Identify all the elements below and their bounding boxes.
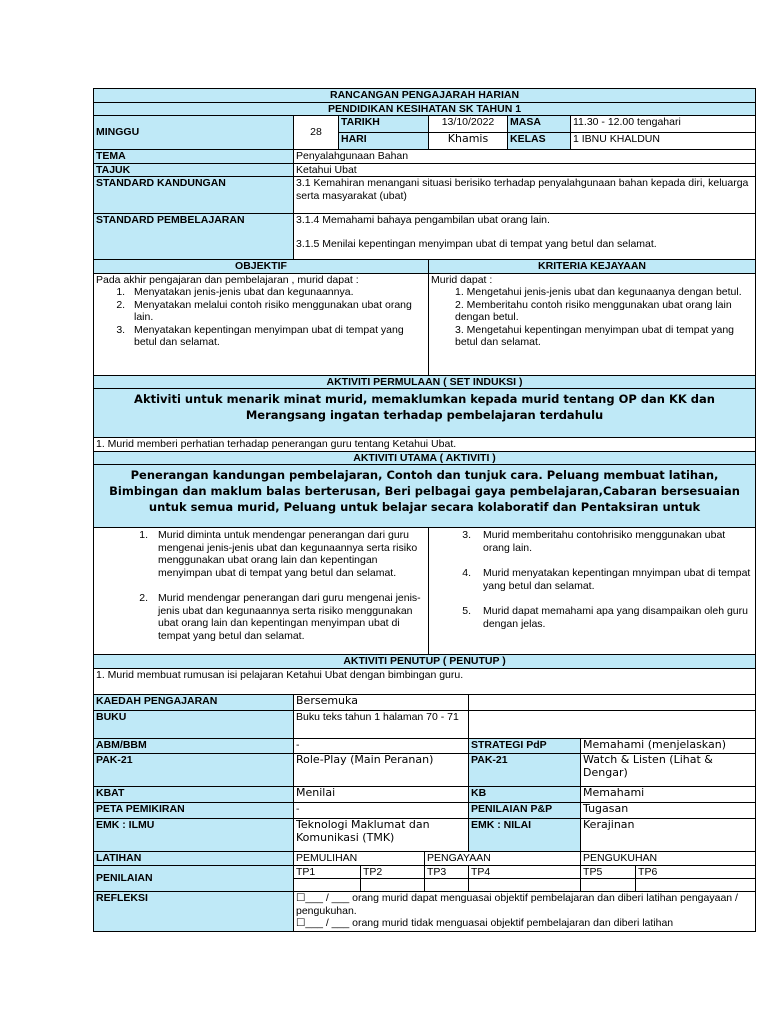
kaedah-value: Bersemuka — [294, 695, 469, 711]
sk-label: STANDARD KANDUNGAN — [94, 177, 294, 214]
strategi-value: Memahami (menjelaskan) — [581, 739, 756, 754]
pak21b-label: PAK-21 — [469, 754, 581, 787]
objektif-item: 1. Menyatakan jenis-jenis ubat dan kegunaannya. — [128, 286, 426, 299]
emk-nilai-label: EMK : NILAI — [469, 819, 581, 852]
abm-value: - — [294, 739, 469, 754]
tarikh-value: 13/10/2022 — [429, 116, 508, 133]
permulaan-heading: AKTIVITI PERMULAAN ( SET INDUKSI ) — [94, 375, 756, 389]
utama-desc: Penerangan kandungan pembelajaran, Contoh dan tunjuk cara. Peluang membuat latihan, Bimbingan dan maklum balas berterusan, Beri pelbagai gaya pembelajaran,Cabaran bersesuaian untuk semua murid, Peluang untuk belajar secara kolaboratif dan Pentaksiran untuk — [94, 465, 756, 528]
kaedah-label: KAEDAH PENGAJARAN — [94, 695, 294, 711]
objektif-item: 2. Menyatakan melalui contoh risiko menggunakan ubat orang lain. — [128, 299, 426, 324]
kriteria-body — [429, 273, 756, 375]
latihan-pengayaan: PENGAYAAN — [425, 852, 581, 865]
sk-value: 3.1 Kemahiran menangani situasi berisiko terhadap penyalahgunaan bahan kepada diri, keluarga serta masyarakat (ubat) — [294, 177, 756, 214]
tajuk-value: Ketahui Ubat — [294, 163, 756, 177]
sp-value — [294, 214, 756, 260]
kriteria-item: 2. Memberitahu contoh risiko menggunakan ubat orang lain dengan betul. — [455, 298, 732, 323]
tp6-cell: TP6 — [636, 865, 756, 879]
objektif-heading: OBJEKTIF — [94, 260, 429, 274]
lesson-plan-table — [93, 88, 756, 695]
kriteria-intro: Murid dapat : — [431, 273, 493, 286]
latihan-label: LATIHAN — [94, 852, 294, 865]
plan-subtitle: PENDIDIKAN KESIHATAN SK TAHUN 1 — [94, 102, 756, 116]
utama-left-activities — [94, 528, 429, 655]
tajuk-label: TAJUK — [94, 163, 294, 177]
objektif-body — [94, 273, 429, 375]
kbat-label: KBAT — [94, 787, 294, 803]
kriteria-heading: KRITERIA KEJAYAAN — [429, 260, 756, 274]
permulaan-desc: Aktiviti untuk menarik minat murid, memaklumkan kepada murid tentang OP dan KK dan Merangsang ingatan terhadap pembelajaran terdahulu — [94, 389, 756, 438]
sp-item-2: 3.1.5 Menilai kepentingan menyimpan ubat di tempat yang betul dan selamat. — [296, 237, 657, 250]
hari-label: HARI — [339, 133, 429, 150]
hari-value: Khamis — [429, 133, 508, 150]
objektif-list — [96, 286, 426, 349]
lesson-plan-document — [93, 88, 755, 932]
masa-value: 11.30 - 12.00 tengahari — [571, 116, 756, 133]
pak21-value: Role-Play (Main Peranan) — [294, 754, 469, 787]
emk-ilmu-label: EMK : ILMU — [94, 819, 294, 852]
pak21-label: PAK-21 — [94, 754, 294, 787]
penutup-heading: AKTIVITI PENUTUP ( PENUTUP ) — [94, 655, 756, 669]
refleksi-label: REFLEKSI — [94, 892, 294, 932]
utama-heading: AKTIVITI UTAMA ( AKTIVITI ) — [94, 451, 756, 465]
assessment-table — [93, 852, 756, 932]
strategi-label: STRATEGI PdP — [469, 739, 581, 754]
utama-right-activities — [429, 528, 756, 655]
kbat-value: Menilai — [294, 787, 469, 803]
tp3-cell: TP3 — [425, 865, 469, 879]
objektif-intro: Pada akhir pengajaran dan pembelajaran , murid dapat : — [96, 273, 359, 286]
details-table — [93, 695, 756, 853]
utama-activity: 3. Murid memberitahu contohrisiko menggunakan ubat orang lain. — [462, 529, 726, 554]
utama-activity: 1. Murid diminta untuk mendengar penerangan dari guru mengenai jenis-jenis ubat dan kegunaannya serta risiko menggunakan ubat orang lain dan kepentingan menyimpan ubat di tempat yang betul dan selamat. — [139, 529, 418, 579]
tarikh-label: TARIKH — [339, 116, 429, 133]
sp-item-1: 3.1.4 Memahami bahaya pengambilan ubat orang lain. — [296, 214, 550, 226]
latihan-pengukuhan: PENGUKUHAN — [581, 852, 756, 865]
minggu-value: 28 — [294, 116, 339, 150]
emk-ilmu-value: Teknologi Maklumat dan Komunikasi (TMK) — [294, 819, 469, 852]
utama-activity: 4. Murid menyatakan kepentingan mnyimpan ubat di tempat yang betul dan selamat. — [462, 567, 751, 592]
buku-value: Buku teks tahun 1 halaman 70 - 71 — [294, 711, 469, 739]
penutup-item: 1. Murid membuat rumusan isi pelajaran Ketahui Ubat dengan bimbingan guru. — [94, 668, 756, 694]
kb-value: Memahami — [581, 787, 756, 803]
buku-label: BUKU — [94, 711, 294, 739]
minggu-label: MINGGU — [94, 116, 294, 150]
refleksi-line-2[interactable]: ☐___ / ___ orang murid tidak menguasai objektif pembelajaran dan diberi latihan — [296, 917, 674, 929]
permulaan-item: 1. Murid memberi perhatian terhadap penerangan guru tentang Ketahui Ubat. — [94, 438, 756, 452]
refleksi-body — [294, 892, 756, 932]
objektif-item: 3. Menyatakan kepentingan menyimpan ubat di tempat yang betul dan selamat. — [128, 324, 426, 349]
peta-label: PETA PEMIKIRAN — [94, 803, 294, 819]
kelas-label: KELAS — [508, 133, 571, 150]
kb-label: KB — [469, 787, 581, 803]
sp-label: STANDARD PEMBELAJARAN — [94, 214, 294, 260]
masa-label: MASA — [508, 116, 571, 133]
tp2-cell: TP2 — [361, 865, 425, 879]
tp4-cell: TP4 — [469, 865, 581, 879]
kriteria-item: 1. Mengetahui jenis-jenis ubat dan kegunaanya dengan betul. — [455, 286, 742, 298]
utama-activity: 2. Murid mendengar penerangan dari guru mengenai jenis-jenis ubat dan kegunaannya serta risiko menggunakan ubat orang lain dan kepentingan menyimpan ubat di tempat yang betul dan selamat. — [139, 592, 421, 642]
refleksi-line-1[interactable]: ☐___ / ___ orang murid dapat menguasai objektif pembelajaran dan diberi latihan pengayaan / pengukuhan. — [296, 892, 738, 917]
tp1-cell: TP1 — [294, 865, 361, 879]
abm-label: ABM/BBM — [94, 739, 294, 754]
tema-label: TEMA — [94, 150, 294, 164]
latihan-pemulihan: PEMULIHAN — [294, 852, 425, 865]
penilaian-label: PENILAIAN — [94, 865, 294, 892]
peta-value: - — [294, 803, 469, 819]
pak21b-value: Watch & Listen (Lihat & Dengar) — [581, 754, 756, 787]
emk-nilai-value: Kerajinan — [581, 819, 756, 852]
kriteria-item: 3. Mengetahui kepentingan menyimpan ubat di tempat yang betul dan selamat. — [455, 323, 735, 348]
tema-value: Penyalahgunaan Bahan — [294, 150, 756, 164]
penilaian-pp-value: Tugasan — [581, 803, 756, 819]
tp5-cell: TP5 — [581, 865, 636, 879]
kelas-value: 1 IBNU KHALDUN — [571, 133, 756, 150]
penilaian-pp-label: PENILAIAN P&P — [469, 803, 581, 819]
utama-activity: 5. Murid dapat memahami apa yang disampaikan oleh guru dengan jelas. — [462, 605, 748, 630]
plan-title: RANCANGAN PENGAJARAH HARIAN — [94, 89, 756, 103]
